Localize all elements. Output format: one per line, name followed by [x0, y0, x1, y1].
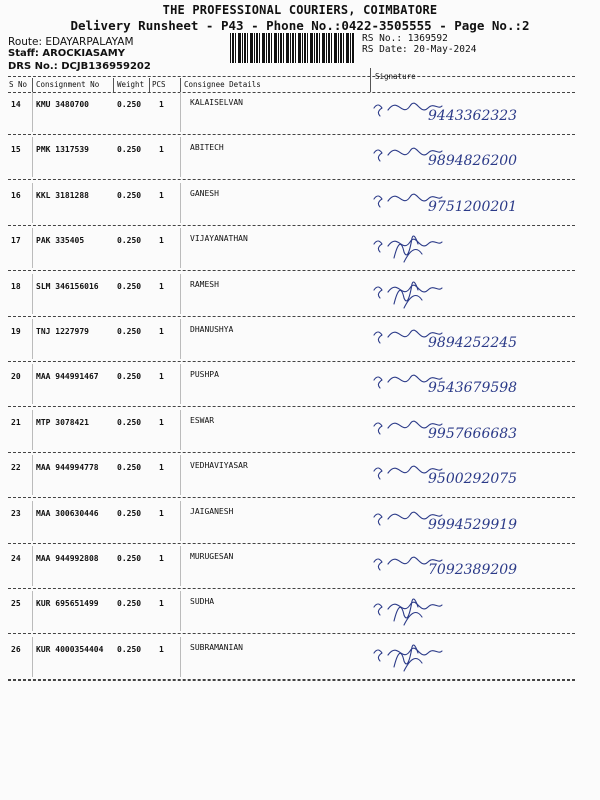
row-sno: 19: [11, 327, 21, 336]
row-separator: [8, 316, 575, 317]
row-divider: [32, 364, 33, 404]
row-divider: [32, 546, 33, 586]
col-sno: S No: [9, 80, 28, 89]
row-consignee: GANESH: [190, 189, 219, 198]
row-separator: [8, 406, 575, 407]
row-separator: [8, 270, 575, 271]
stamp-mark: [390, 274, 600, 314]
row-divider: [180, 228, 181, 268]
row-sno: 26: [11, 645, 21, 654]
row-consignee: ESWAR: [190, 416, 215, 425]
row-separator: [8, 543, 575, 544]
header-bottom-rule: [8, 92, 575, 93]
row-consignment-no: TNJ 1227979: [36, 327, 89, 336]
row-divider: [32, 410, 33, 450]
row-pcs: 1: [159, 554, 164, 563]
row-divider: [180, 274, 181, 314]
row-pcs: 1: [159, 145, 164, 154]
row-consignment-no: KMU 3480700: [36, 100, 89, 109]
rs-no-value: 1369592: [407, 33, 448, 44]
col-sep: [32, 78, 33, 92]
row-weight: 0.250: [117, 145, 142, 154]
row-consignment-no: PMK 1317539: [36, 145, 89, 154]
row-sno: 21: [11, 418, 21, 427]
staff-label: Staff:: [8, 48, 39, 59]
row-separator: [8, 225, 575, 226]
row-consignee: RAMESH: [190, 280, 219, 289]
rs-no-line: [362, 33, 448, 44]
row-weight: 0.250: [117, 418, 142, 427]
row-divider: [32, 501, 33, 541]
row-weight: 0.250: [117, 236, 142, 245]
col-sep: [180, 78, 181, 92]
row-consignment-no: KUR 4000354404: [36, 645, 104, 654]
row-consignment-no: MAA 944991467: [36, 372, 99, 381]
row-separator: [8, 452, 575, 453]
row-divider: [32, 455, 33, 495]
signature-phone: 9500292075: [428, 471, 518, 487]
row-consignee: PUSHPA: [190, 370, 219, 379]
signature-phone: 9443362323: [428, 108, 518, 124]
row-sno: 15: [11, 145, 21, 154]
signature-phone: 7092389209: [428, 562, 518, 578]
barcode: [230, 33, 355, 63]
row-weight: 0.250: [117, 282, 142, 291]
company-title: THE PROFESSIONAL COURIERS, COIMBATORE: [162, 3, 438, 17]
stamp-mark: [390, 228, 600, 268]
row-sno: 22: [11, 463, 21, 472]
row-weight: 0.250: [117, 599, 142, 608]
col-sep: [149, 78, 150, 92]
row-divider: [180, 137, 181, 177]
row-consignee: JAIGANESH: [190, 507, 234, 516]
row-pcs: 1: [159, 327, 164, 336]
rs-no-label: RS No.:: [362, 33, 403, 44]
row-pcs: 1: [159, 645, 164, 654]
row-divider: [180, 92, 181, 132]
row-separator: [8, 633, 575, 634]
row-pcs: 1: [159, 509, 164, 518]
row-weight: 0.250: [117, 372, 142, 381]
row-consignee: KALAISELVAN: [190, 98, 243, 107]
row-divider: [32, 183, 33, 223]
row-consignee: MURUGESAN: [190, 552, 234, 561]
row-weight: 0.250: [117, 645, 142, 654]
signature-phone: 9994529919: [428, 517, 518, 533]
stamp-mark: [390, 637, 600, 677]
rs-date-label: RS Date:: [362, 44, 408, 55]
row-pcs: 1: [159, 282, 164, 291]
row-weight: 0.250: [117, 100, 142, 109]
row-sno: 23: [11, 509, 21, 518]
row-consignment-no: MAA 944994778: [36, 463, 99, 472]
row-weight: 0.250: [117, 509, 142, 518]
row-consignment-no: KUR 695651499: [36, 599, 99, 608]
signature-phone: 9957666683: [428, 426, 518, 442]
signature-phone: 9894252245: [428, 335, 518, 351]
row-pcs: 1: [159, 418, 164, 427]
row-sno: 20: [11, 372, 21, 381]
staff-line: [8, 48, 125, 59]
row-divider: [32, 228, 33, 268]
row-divider: [32, 274, 33, 314]
row-pcs: 1: [159, 236, 164, 245]
row-divider: [180, 410, 181, 450]
drs-line: [8, 61, 151, 72]
row-divider: [180, 546, 181, 586]
row-consignee: ABITECH: [190, 143, 224, 152]
row-divider: [180, 501, 181, 541]
runsheet-subtitle: Delivery Runsheet - P43 - Phone No.:0422-3505555 - Page No.:2: [70, 18, 530, 33]
row-divider: [180, 591, 181, 631]
rs-date-line: [362, 44, 476, 55]
col-consignment: Consignment No: [36, 80, 100, 89]
row-pcs: 1: [159, 463, 164, 472]
row-consignment-no: MTP 3078421: [36, 418, 89, 427]
row-consignment-no: SLM 346156016: [36, 282, 99, 291]
row-divider: [32, 92, 33, 132]
row-consignee: VIJAYANATHAN: [190, 234, 248, 243]
row-pcs: 1: [159, 100, 164, 109]
row-divider: [32, 137, 33, 177]
row-divider: [180, 637, 181, 677]
row-pcs: 1: [159, 599, 164, 608]
row-separator: [8, 361, 575, 362]
row-sno: 24: [11, 554, 21, 563]
row-consignee: SUBRAMANIAN: [190, 643, 243, 652]
row-consignee: SUDHA: [190, 597, 215, 606]
row-weight: 0.250: [117, 554, 142, 563]
signature-phone: 9543679598: [428, 380, 518, 396]
drs-label: DRS No.:: [8, 61, 58, 72]
row-separator: [8, 179, 575, 180]
route-line: [8, 36, 134, 48]
signature-phone: 9751200201: [428, 199, 518, 215]
row-consignment-no: KKL 3181288: [36, 191, 89, 200]
col-pcs: PCS: [152, 80, 166, 89]
table-end-rule: [8, 680, 575, 681]
col-signature: Signature: [375, 72, 416, 81]
row-divider: [180, 455, 181, 495]
header-top-rule: [8, 76, 575, 77]
staff-value: AROCKIASAMY: [42, 48, 125, 59]
row-weight: 0.250: [117, 463, 142, 472]
row-sno: 25: [11, 599, 21, 608]
row-weight: 0.250: [117, 191, 142, 200]
col-sep: [113, 78, 114, 92]
row-pcs: 1: [159, 372, 164, 381]
row-divider: [32, 591, 33, 631]
row-divider: [180, 364, 181, 404]
signature-phone: 9894826200: [428, 153, 518, 169]
col-weight: Weight: [117, 80, 145, 89]
row-separator: [8, 588, 575, 589]
row-divider: [32, 319, 33, 359]
signature-divider: [370, 68, 371, 92]
row-separator: [8, 497, 575, 498]
row-consignment-no: MAA 944992808: [36, 554, 99, 563]
row-consignment-no: MAA 300630446: [36, 509, 99, 518]
rs-date-value: 20-May-2024: [413, 44, 477, 55]
row-pcs: 1: [159, 191, 164, 200]
row-divider: [180, 319, 181, 359]
stamp-mark: [390, 591, 600, 631]
drs-value: DCJB136959202: [61, 61, 151, 72]
route-label: Route:: [8, 36, 43, 48]
row-consignee: DHANUSHYA: [190, 325, 234, 334]
row-consignee: VEDHAVIYASAR: [190, 461, 248, 470]
row-separator: [8, 134, 575, 135]
row-weight: 0.250: [117, 327, 142, 336]
row-sno: 17: [11, 236, 21, 245]
route-value: EDAYARPALAYAM: [45, 36, 134, 48]
col-consignee: Consignee Details: [184, 80, 261, 89]
row-divider: [180, 183, 181, 223]
row-divider: [32, 637, 33, 677]
row-sno: 14: [11, 100, 21, 109]
row-sno: 18: [11, 282, 21, 291]
row-consignment-no: PAK 335405: [36, 236, 85, 245]
row-sno: 16: [11, 191, 21, 200]
